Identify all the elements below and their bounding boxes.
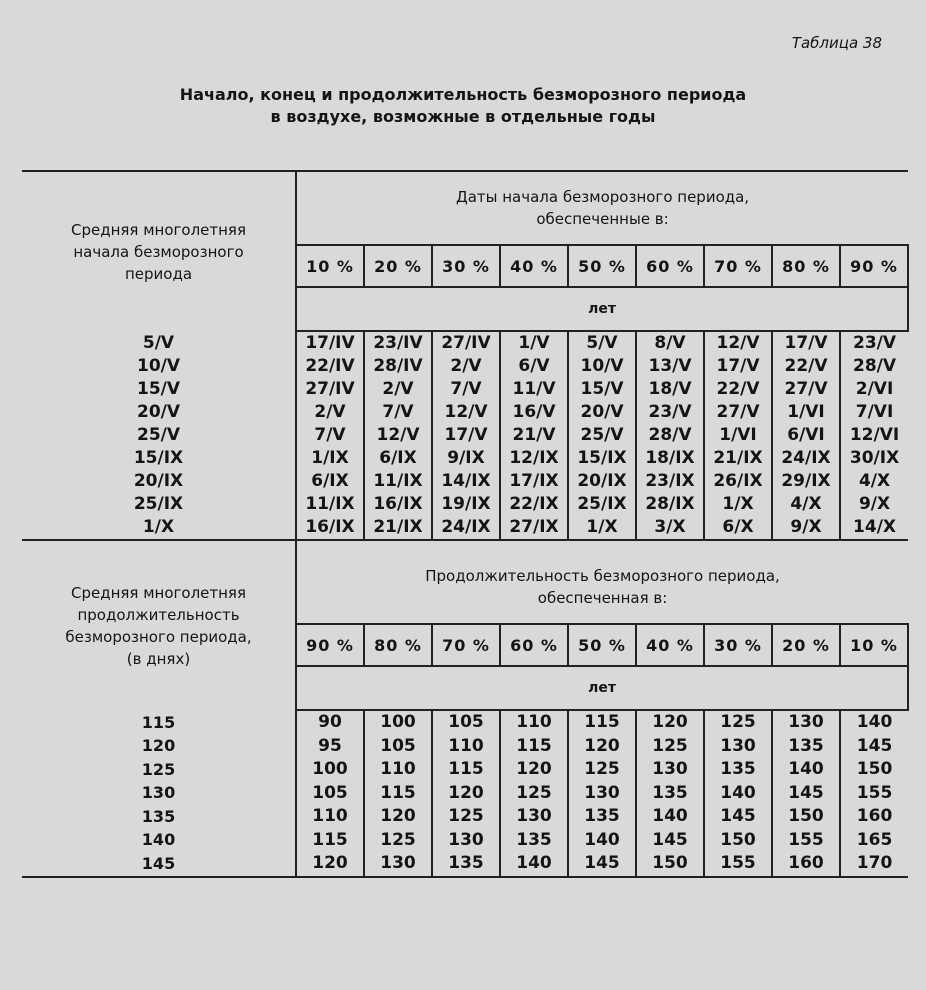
table-cell: 6/X (722, 517, 754, 537)
table-cell: 100 (380, 712, 416, 732)
section2-data-row (22, 710, 908, 877)
table-cell: 10/V (136, 355, 181, 376)
table-cell: 150 (652, 853, 688, 873)
table-cell: 27/IV (441, 333, 491, 353)
data-column (636, 331, 704, 540)
header-line: периода (124, 264, 193, 283)
table-cell: 15/IX (577, 448, 627, 468)
table-cell: 135 (584, 806, 620, 826)
table-cell: 10/V (580, 356, 624, 376)
table-cell: 21/IX (713, 448, 763, 468)
table-cell: 27/V (784, 379, 828, 399)
table-cell: 135 (652, 782, 688, 803)
percent-header: 40 % (500, 245, 568, 287)
data-column (296, 331, 364, 540)
data-column (500, 331, 568, 540)
table-cell: 150 (788, 806, 824, 826)
table-cell: 24/IX (441, 517, 491, 537)
table-cell: 130 (141, 783, 176, 802)
table-cell: 17/V (784, 333, 828, 353)
table-cell: 1/X (722, 494, 754, 514)
table-cell: 150 (856, 759, 893, 779)
table-cell: 21/IX (373, 517, 423, 537)
percent-header: 20 % (364, 245, 432, 287)
table-cell: 145 (652, 829, 688, 850)
section2-left-header (22, 540, 296, 710)
table-cell: 16/IX (305, 517, 355, 537)
table-cell: 125 (584, 759, 620, 779)
table-cell: 125 (652, 735, 688, 756)
header-line: безморозного периода, (65, 627, 252, 646)
table-cell: 15/V (580, 379, 624, 399)
table-cell: 115 (312, 829, 348, 850)
table-cell: 5/V (142, 332, 175, 353)
table-cell: 155 (856, 782, 893, 803)
table-cell: 110 (448, 735, 484, 756)
table-cell: 11/IX (373, 471, 423, 491)
table-cell: 11/V (512, 379, 556, 399)
table-cell: 125 (141, 759, 176, 779)
percent-header: 90 % (296, 624, 364, 666)
data-column (772, 710, 840, 877)
data-column (568, 710, 636, 877)
table-cell: 105 (312, 782, 348, 803)
table-cell: 145 (788, 782, 824, 803)
group-title-line: Даты начала безморозного периода, (455, 188, 750, 206)
table-number: Таблица 38 (791, 34, 882, 52)
table-cell: 1/VI (719, 425, 757, 445)
table-cell: 90 (318, 712, 342, 732)
table-cell: 155 (720, 853, 756, 873)
data-column (704, 710, 772, 877)
table-cell: 7/VI (855, 402, 894, 422)
row-labels (22, 710, 296, 877)
table-cell: 135 (516, 829, 552, 850)
data-column (364, 710, 432, 877)
table-cell: 160 (856, 806, 893, 826)
table-cell: 12/IX (509, 448, 559, 468)
table-cell: 23/IX (645, 471, 695, 491)
table-cell: 17/V (716, 356, 760, 376)
table-cell: 12/V (376, 425, 420, 445)
data-column (432, 710, 500, 877)
table-cell: 1/VI (787, 402, 825, 422)
percent-header: 80 % (772, 245, 840, 287)
table-cell: 18/IX (645, 448, 695, 468)
table-cell: 15/V (136, 378, 181, 399)
data-column (432, 331, 500, 540)
table-cell: 22/IV (305, 356, 355, 376)
table-cell: 4/X (790, 494, 822, 514)
table-cell: 145 (141, 853, 176, 873)
table-cell: 140 (788, 759, 824, 779)
data-column (840, 710, 908, 877)
table-cell: 1/X (586, 517, 618, 537)
table-cell: 3/X (654, 517, 686, 537)
table-title-line: Начало, конец и продолжительность безморозного периода (179, 85, 747, 104)
table-cell: 2/V (450, 356, 482, 376)
table-cell: 21/V (512, 425, 556, 445)
table-cell: 130 (584, 782, 620, 803)
unit-label: лет (296, 287, 908, 331)
header-line: Средняя многолетняя (71, 220, 246, 239)
percent-header: 20 % (772, 624, 840, 666)
table-cell: 27/IX (509, 517, 559, 537)
data-column (500, 710, 568, 877)
percent-header: 50 % (568, 624, 636, 666)
table-cell: 130 (720, 735, 756, 756)
table-cell: 130 (448, 829, 484, 850)
table-cell: 14/IX (441, 471, 491, 491)
group-title-line: обеспеченные в: (536, 210, 669, 228)
table-cell: 145 (856, 735, 893, 756)
data-column (772, 331, 840, 540)
table-cell: 100 (312, 759, 348, 779)
table-title (0, 84, 926, 128)
table-cell: 9/X (858, 494, 891, 514)
table-cell: 22/V (716, 379, 760, 399)
table-cell: 120 (312, 853, 348, 873)
table-cell: 120 (516, 759, 552, 779)
table-cell: 130 (652, 759, 688, 779)
percent-header: 10 % (296, 245, 364, 287)
table-cell: 4/X (858, 471, 891, 491)
table-cell: 28/IV (373, 356, 423, 376)
table-cell: 28/V (853, 356, 897, 376)
table-cell: 140 (652, 806, 688, 826)
table-cell: 22/IX (509, 494, 559, 514)
section1-left-header (22, 171, 296, 331)
percent-header: 90 % (840, 245, 908, 287)
table-cell: 25/IX (133, 493, 184, 514)
table-cell: 17/IX (509, 471, 559, 491)
table-cell: 12/VI (849, 425, 900, 445)
table-cell: 140 (720, 782, 756, 803)
table-cell: 140 (516, 853, 552, 873)
table-cell: 12/V (444, 402, 488, 422)
table-cell: 170 (856, 853, 893, 873)
table-cell: 125 (448, 806, 484, 826)
table-cell: 20/IX (577, 471, 627, 491)
table-cell: 20/V (580, 402, 624, 422)
table-cell: 115 (448, 759, 484, 779)
table-cell: 15/IX (133, 447, 184, 468)
table-cell: 29/IX (781, 471, 831, 491)
percent-header: 30 % (704, 624, 772, 666)
percent-header: 60 % (500, 624, 568, 666)
table-cell: 6/IX (311, 471, 349, 491)
table-cell: 110 (312, 806, 348, 826)
table-cell: 25/IX (577, 494, 627, 514)
percent-header: 70 % (432, 624, 500, 666)
table-cell: 20/IX (133, 470, 184, 491)
section2-group-title (296, 540, 908, 624)
percent-header: 10 % (840, 624, 908, 666)
table-cell: 12/V (716, 333, 760, 353)
table-cell: 120 (448, 782, 484, 803)
table-cell: 140 (584, 829, 620, 850)
table-cell: 26/IX (713, 471, 763, 491)
table-cell: 2/VI (855, 379, 894, 399)
table-cell: 145 (720, 806, 756, 826)
table-cell: 11/IX (305, 494, 355, 514)
table-cell: 14/X (853, 517, 897, 537)
section1-group-title (296, 171, 908, 245)
table-cell: 130 (788, 712, 824, 732)
table-cell: 135 (788, 735, 824, 756)
table-cell: 95 (318, 735, 342, 756)
table-cell: 23/V (853, 333, 897, 353)
data-column (704, 331, 772, 540)
table-cell: 145 (584, 853, 620, 873)
table-cell: 7/V (450, 379, 482, 399)
table-cell: 1/X (142, 516, 175, 537)
table-cell: 27/IV (305, 379, 355, 399)
data-column (840, 331, 908, 540)
table-cell: 135 (448, 853, 484, 873)
table-cell: 2/V (382, 379, 414, 399)
table-title-line: в воздухе, возможные в отдельные годы (270, 107, 656, 126)
table-cell: 6/VI (787, 425, 825, 445)
table-cell: 140 (856, 712, 893, 732)
table-cell: 120 (141, 736, 176, 755)
percent-header: 40 % (636, 624, 704, 666)
percent-header: 50 % (568, 245, 636, 287)
header-line: продолжительность (77, 605, 240, 624)
header-line: начала безморозного (73, 242, 244, 261)
table-cell: 28/V (648, 425, 692, 445)
table-cell: 7/V (382, 402, 414, 422)
table-cell: 150 (720, 829, 756, 850)
table-cell: 165 (856, 829, 893, 850)
table-cell: 140 (141, 830, 176, 849)
group-title-line: обеспеченная в: (537, 589, 668, 607)
table-cell: 115 (141, 712, 176, 732)
table-cell: 110 (380, 759, 416, 779)
table-cell: 17/IV (305, 333, 355, 353)
table-cell: 130 (380, 853, 416, 873)
table-cell: 24/IX (781, 448, 831, 468)
table-cell: 6/IX (379, 448, 417, 468)
unit-label: лет (296, 666, 908, 710)
table-cell: 9/IX (447, 448, 485, 468)
table-cell: 19/IX (441, 494, 491, 514)
table-cell: 17/V (444, 425, 488, 445)
table-cell: 155 (788, 829, 824, 850)
percent-header: 70 % (704, 245, 772, 287)
table-cell: 1/V (518, 333, 550, 353)
table-cell: 28/IX (645, 494, 695, 514)
table-cell: 16/IX (373, 494, 423, 514)
group-title-line: Продолжительность безморозного периода, (425, 567, 780, 585)
table-cell: 18/V (648, 379, 692, 399)
section1-data-row (22, 331, 908, 540)
table-cell: 5/V (586, 333, 618, 353)
table-cell: 9/X (790, 517, 822, 537)
data-column (364, 331, 432, 540)
data-column (568, 331, 636, 540)
table-cell: 125 (720, 712, 756, 732)
percent-header: 80 % (364, 624, 432, 666)
table-cell: 25/V (580, 425, 624, 445)
table-cell: 120 (584, 735, 620, 756)
table-cell: 130 (516, 806, 552, 826)
data-column (636, 710, 704, 877)
table-cell: 120 (652, 712, 688, 732)
header-line: Средняя многолетняя (71, 583, 246, 602)
table-cell: 30/IX (849, 448, 900, 468)
table-cell: 1/IX (311, 448, 349, 468)
table-cell: 22/V (784, 356, 828, 376)
table-cell: 23/IV (373, 333, 423, 353)
table-cell: 120 (380, 806, 416, 826)
header-line: (в днях) (126, 649, 191, 668)
percent-header: 30 % (432, 245, 500, 287)
table-cell: 2/V (314, 402, 346, 422)
table-cell: 13/V (648, 356, 692, 376)
table-cell: 105 (380, 735, 416, 756)
table-cell: 115 (380, 782, 416, 803)
table-cell: 115 (516, 735, 552, 756)
frost-free-table (22, 170, 909, 878)
row-labels (22, 331, 296, 540)
table-cell: 27/V (716, 402, 760, 422)
data-column (296, 710, 364, 877)
table-cell: 16/V (512, 402, 556, 422)
table-cell: 135 (720, 759, 756, 779)
table-cell: 125 (516, 782, 552, 803)
table-cell: 25/V (136, 424, 181, 445)
table-cell: 6/V (518, 356, 550, 376)
table-cell: 115 (584, 712, 620, 732)
table-cell: 135 (141, 806, 176, 826)
table-cell: 20/V (136, 401, 181, 422)
table-cell: 110 (516, 712, 552, 732)
percent-header: 60 % (636, 245, 704, 287)
table-cell: 23/V (648, 402, 692, 422)
table-cell: 8/V (654, 333, 686, 353)
table-cell: 125 (380, 829, 416, 850)
table-cell: 160 (788, 853, 824, 873)
table-cell: 7/V (314, 425, 346, 445)
table-cell: 105 (448, 712, 484, 732)
